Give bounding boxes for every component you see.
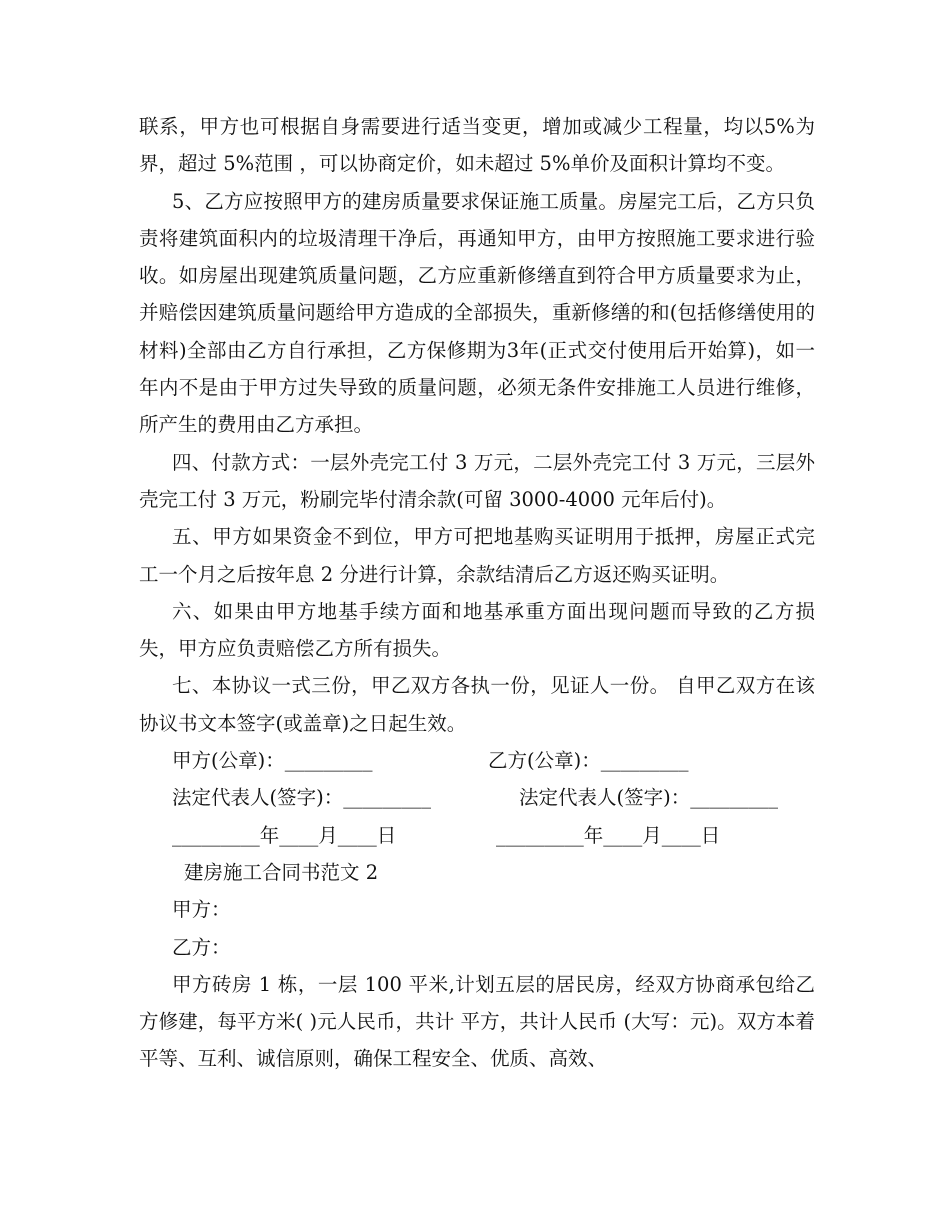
document-page <box>139 108 815 1078</box>
paragraph-payment: 四、付款方式：一层外壳完工付 3 万元，二层外壳完工付 3 万元，三层外壳完工付 3 万元，粉刷完毕付清余款(可留 3000-4000 元年后付)。 <box>139 450 815 511</box>
paragraph-change-scope: 联系，甲方也可根据自身需要进行适当变更，增加或减少工程量，均以5%为界，超过 5%范围 ，可以协商定价，如未超过 5%单价及面积计算均不变。 <box>139 115 815 176</box>
paragraph-contract-scope: 甲方砖房 1 栋，一层 100 平米,计划五层的居民房，经双方协商承包给乙方修建，每平方米( )元人民币，共计 平方，共计人民币 (大写：元)。双方本着平等、互利、诚信原则，确保工程安全、优质、高效、 <box>139 972 815 1071</box>
party-a-date: _________年____月____日 <box>172 823 397 847</box>
party-b-label: 乙方： <box>172 935 231 959</box>
party-b-seal: 乙方(公章)：_________ <box>488 749 689 773</box>
section-title: 建房施工合同书范文 2 <box>184 860 379 884</box>
paragraph-quality: 5、乙方应按照甲方的建房质量要求保证施工质量。房屋完工后，乙方只负责将建筑面积内的垃圾清理干净后，再通知甲方，由甲方按照施工要求进行验收。如房屋出现建筑质量问题，乙方应重新修缮直到符合甲方质量要求为止，并赔偿因建筑质量问题给甲方造成的全部损失，重新修缮的和(包括修缮使用的材料)全部由乙方自行承担，乙方保修期为3年(正式交付使用后开始算)，如一年内不是由于甲方过失导致的质量问题，必须无条件安排施工人员进行维修，所产生的费用由乙方承担。 <box>139 189 815 437</box>
paragraph-liability: 六、如果由甲方地基手续方面和地基承重方面出现问题而导致的乙方损失，甲方应负责赔偿乙方所有损失。 <box>139 599 815 661</box>
paragraph-mortgage: 五、甲方如果资金不到位，甲方可把地基购买证明用于抵押，房屋正式完工一个月之后按年息 2 分进行计算，余款结清后乙方返还购买证明。 <box>139 525 815 586</box>
party-a-label: 甲方： <box>172 898 231 922</box>
representative-row <box>139 779 815 816</box>
paragraph-copies: 七、本协议一式三份，甲乙双方各执一份，见证人一份。 自甲乙双方在该协议书文本签字(或盖章)之日起生效。 <box>139 674 815 735</box>
party-a-seal: 甲方(公章)：_________ <box>172 749 373 773</box>
party-b-date: _________年____月____日 <box>496 823 721 847</box>
party-b-representative: 法定代表人(签字)：_________ <box>519 786 778 810</box>
seal-row <box>139 742 815 779</box>
date-row <box>139 817 815 854</box>
party-a-representative: 法定代表人(签字)：_________ <box>172 786 431 810</box>
